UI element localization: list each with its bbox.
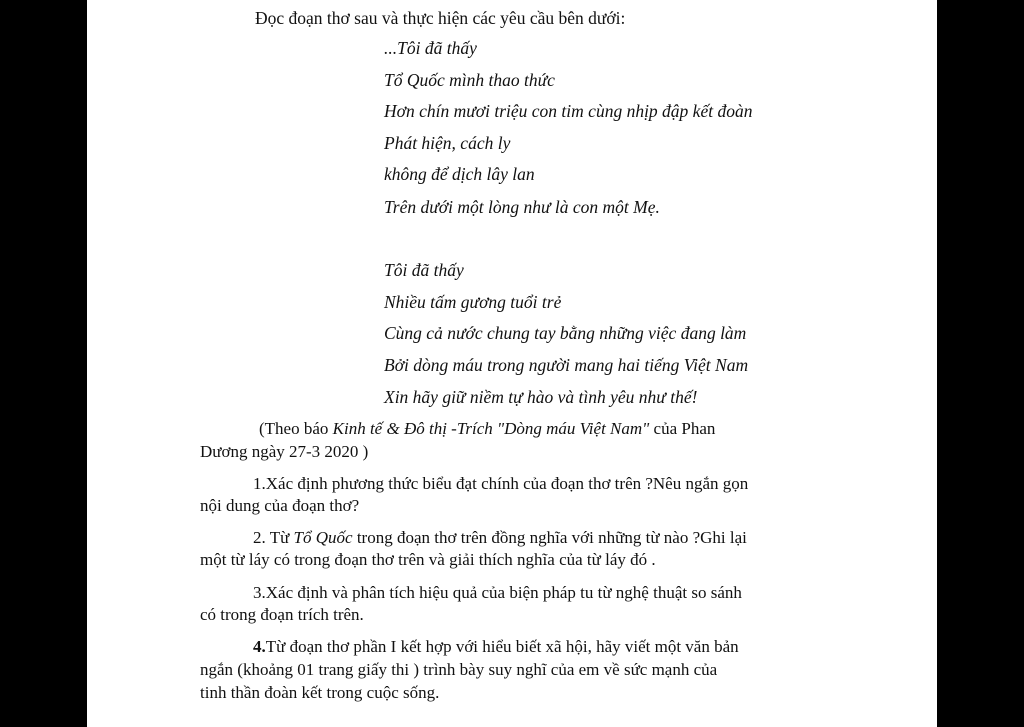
poem-line: Bởi dòng máu trong người mang hai tiếng Việt Nam xyxy=(384,355,749,375)
question-3-line1: 3.Xác định và phân tích hiệu quả của biện pháp tu từ nghệ thuật so sánh xyxy=(253,583,742,602)
poem-line: không để dịch lây lan xyxy=(384,164,535,184)
question-1-line1: 1.Xác định phương thức biểu đạt chính của đoạn thơ trên ?Nêu ngắn gọn xyxy=(253,474,749,493)
poem-line: Cùng cả nước chung tay bằng những việc đang làm xyxy=(384,323,747,343)
question-3-line2: có trong đoạn trích trên. xyxy=(200,605,364,624)
poem-line: Hơn chín mươi triệu con tim cùng nhịp đập kết đoàn xyxy=(384,101,753,121)
question-2-line2: một từ láy có trong đoạn thơ trên và giải thích nghĩa của từ láy đó . xyxy=(200,550,656,569)
question-4-line2: ngắn (khoảng 01 trang giấy thi ) trình bày suy nghĩ của em về sức mạnh của xyxy=(200,660,718,679)
poem-line: Trên dưới một lòng như là con một Mẹ. xyxy=(384,197,660,217)
poem-line: ...Tôi đã thấy xyxy=(384,38,477,58)
poem-line: Phát hiện, cách ly xyxy=(384,133,511,153)
source-citation: (Theo báo Kinh tế & Đô thị -Trích "Dòng máu Việt Nam" của Phan xyxy=(259,419,716,438)
instruction-text: Đọc đoạn thơ sau và thực hiện các yêu cầu bên dưới: xyxy=(255,8,626,28)
question-2-line1: 2. Từ Tổ Quốc trong đoạn thơ trên đồng nghĩa với những từ nào ?Ghi lại xyxy=(253,528,747,547)
question-1-line2: nội dung của đoạn thơ? xyxy=(200,496,360,515)
poem-line: Xin hãy giữ niềm tự hào và tình yêu như thế! xyxy=(384,387,698,407)
poem-line: Nhiều tấm gương tuổi trẻ xyxy=(384,292,562,312)
document-page xyxy=(87,0,937,727)
question-4-line3: tinh thần đoàn kết trong cuộc sống. xyxy=(200,683,440,702)
source-citation-line2: Dương ngày 27-3 2020 ) xyxy=(200,442,369,461)
poem-line: Tổ Quốc mình thao thức xyxy=(384,70,555,90)
question-4-line1: 4.Từ đoạn thơ phần I kết hợp với hiểu biết xã hội, hãy viết một văn bản xyxy=(253,637,739,656)
poem-line: Tôi đã thấy xyxy=(384,260,464,280)
